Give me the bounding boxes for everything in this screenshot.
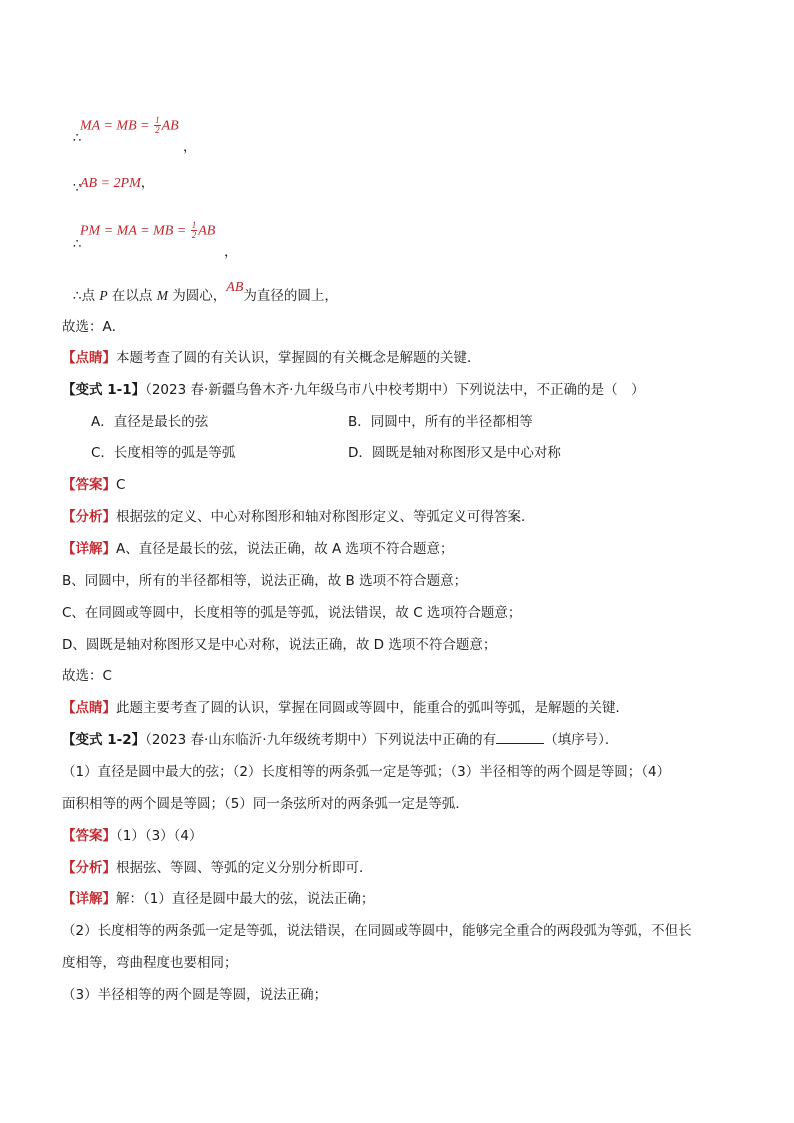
comment-2: 【点睛】此题主要考查了圆的认识，掌握在同圆或等圆中，能重合的弧叫等弧，是解题的关键． <box>62 700 629 716</box>
detail-d: D、圆既是轴对称图形又是中心对称，说法正确，故 D 选项不符合题意； <box>62 637 497 653</box>
eq1-fraction: $\frac{1}{2}$ <box>155 115 160 135</box>
eq3-fraction: $\frac{1}{2}$ <box>191 220 197 240</box>
because-symbol: ∵ <box>73 181 82 196</box>
detail-c: C、在同圆或等圆中，长度相等的弧是等弧，说法错误，故 C 选项符合题意； <box>62 605 522 621</box>
variant-1-1-answer: 【答案】C <box>62 477 126 493</box>
equation-ab-2pm: AB = 2PM， <box>80 175 155 191</box>
option-d: D．圆既是轴对称图形又是中心对称 <box>348 445 561 461</box>
detail-2b: 度相等，弯曲程度也要相同； <box>62 955 238 971</box>
answer-blank <box>496 731 544 744</box>
option-b: B．同圆中，所有的半径都相等 <box>348 414 533 430</box>
conclusion-line: ∴点 P 在以点 M 为圆心，AB为直径的圆上， <box>73 280 338 304</box>
variant-1-2-detail: 【详解】解：（1）直径是圆中最大的弦，说法正确； <box>62 891 375 907</box>
option-a: A．直径是最长的弦 <box>91 414 209 430</box>
choose-a: 故选：A． <box>62 319 126 335</box>
statements-line-2: 面积相等的两个圆是等圆；（5）同一条弦所对的两条弧一定是等弧． <box>62 796 469 812</box>
variant-1-1-analysis: 【分析】根据弦的定义、中心对称图形和轴对称图形定义、等弧定义可得答案． <box>62 509 535 525</box>
equation-ma-mb <box>80 116 179 135</box>
comment-1: 【点睛】本题考查了圆的有关认识，掌握圆的有关概念是解题的关键． <box>62 350 481 366</box>
equation-pm: PM = MA = MB = $\frac{1}{2}$ AB <box>80 220 216 240</box>
eq1-lhs: MA = MB = <box>80 118 154 134</box>
therefore-symbol-2: ∴ <box>73 237 82 252</box>
detail-3: （3）半径相等的两个圆是等圆，说法正确； <box>62 987 328 1003</box>
variant-1-1-question: 【变式 1-1】（2023 春·新疆乌鲁木齐·九年级乌市八中校考期中）下列说法中，不正确的是（ ） <box>62 382 645 398</box>
detail-2a: （2）长度相等的两条弧一定是等弧，说法错误，在同圆或等圆中，能够完全重合的两段弧为等弧，不但长 <box>62 923 692 939</box>
variant-1-2-analysis: 【分析】根据弦、等圆、等弧的定义分别分析即可． <box>62 860 373 876</box>
therefore-symbol-1: ∴ <box>73 131 82 146</box>
variant-1-2-question: 【变式 1-2】（2023 春·山东临沂·九年级统考期中）下列说法中正确的有 （填序号）． <box>62 732 619 748</box>
detail-b: B、同圆中，所有的半径都相等，说法正确，故 B 选项不符合题意； <box>62 573 468 589</box>
variant-1-1-detail: 【详解】A、直径是最长的弦，说法正确，故 A 选项不符合题意； <box>62 541 454 557</box>
option-c: C．长度相等的弧是等弧 <box>91 445 236 461</box>
eq1-comma: ， <box>183 139 197 155</box>
choose-c: 故选：C <box>62 668 112 684</box>
variant-1-2-answer: 【答案】（1）（3）（4） <box>62 828 203 844</box>
eq3-comma: ， <box>224 244 238 260</box>
statements-line-1: （1）直径是圆中最大的弦；（2）长度相等的两条弧一定是等弧；（3）半径相等的两个圆是等圆；（4） <box>62 764 671 780</box>
eq1-rhs: AB <box>161 118 179 134</box>
